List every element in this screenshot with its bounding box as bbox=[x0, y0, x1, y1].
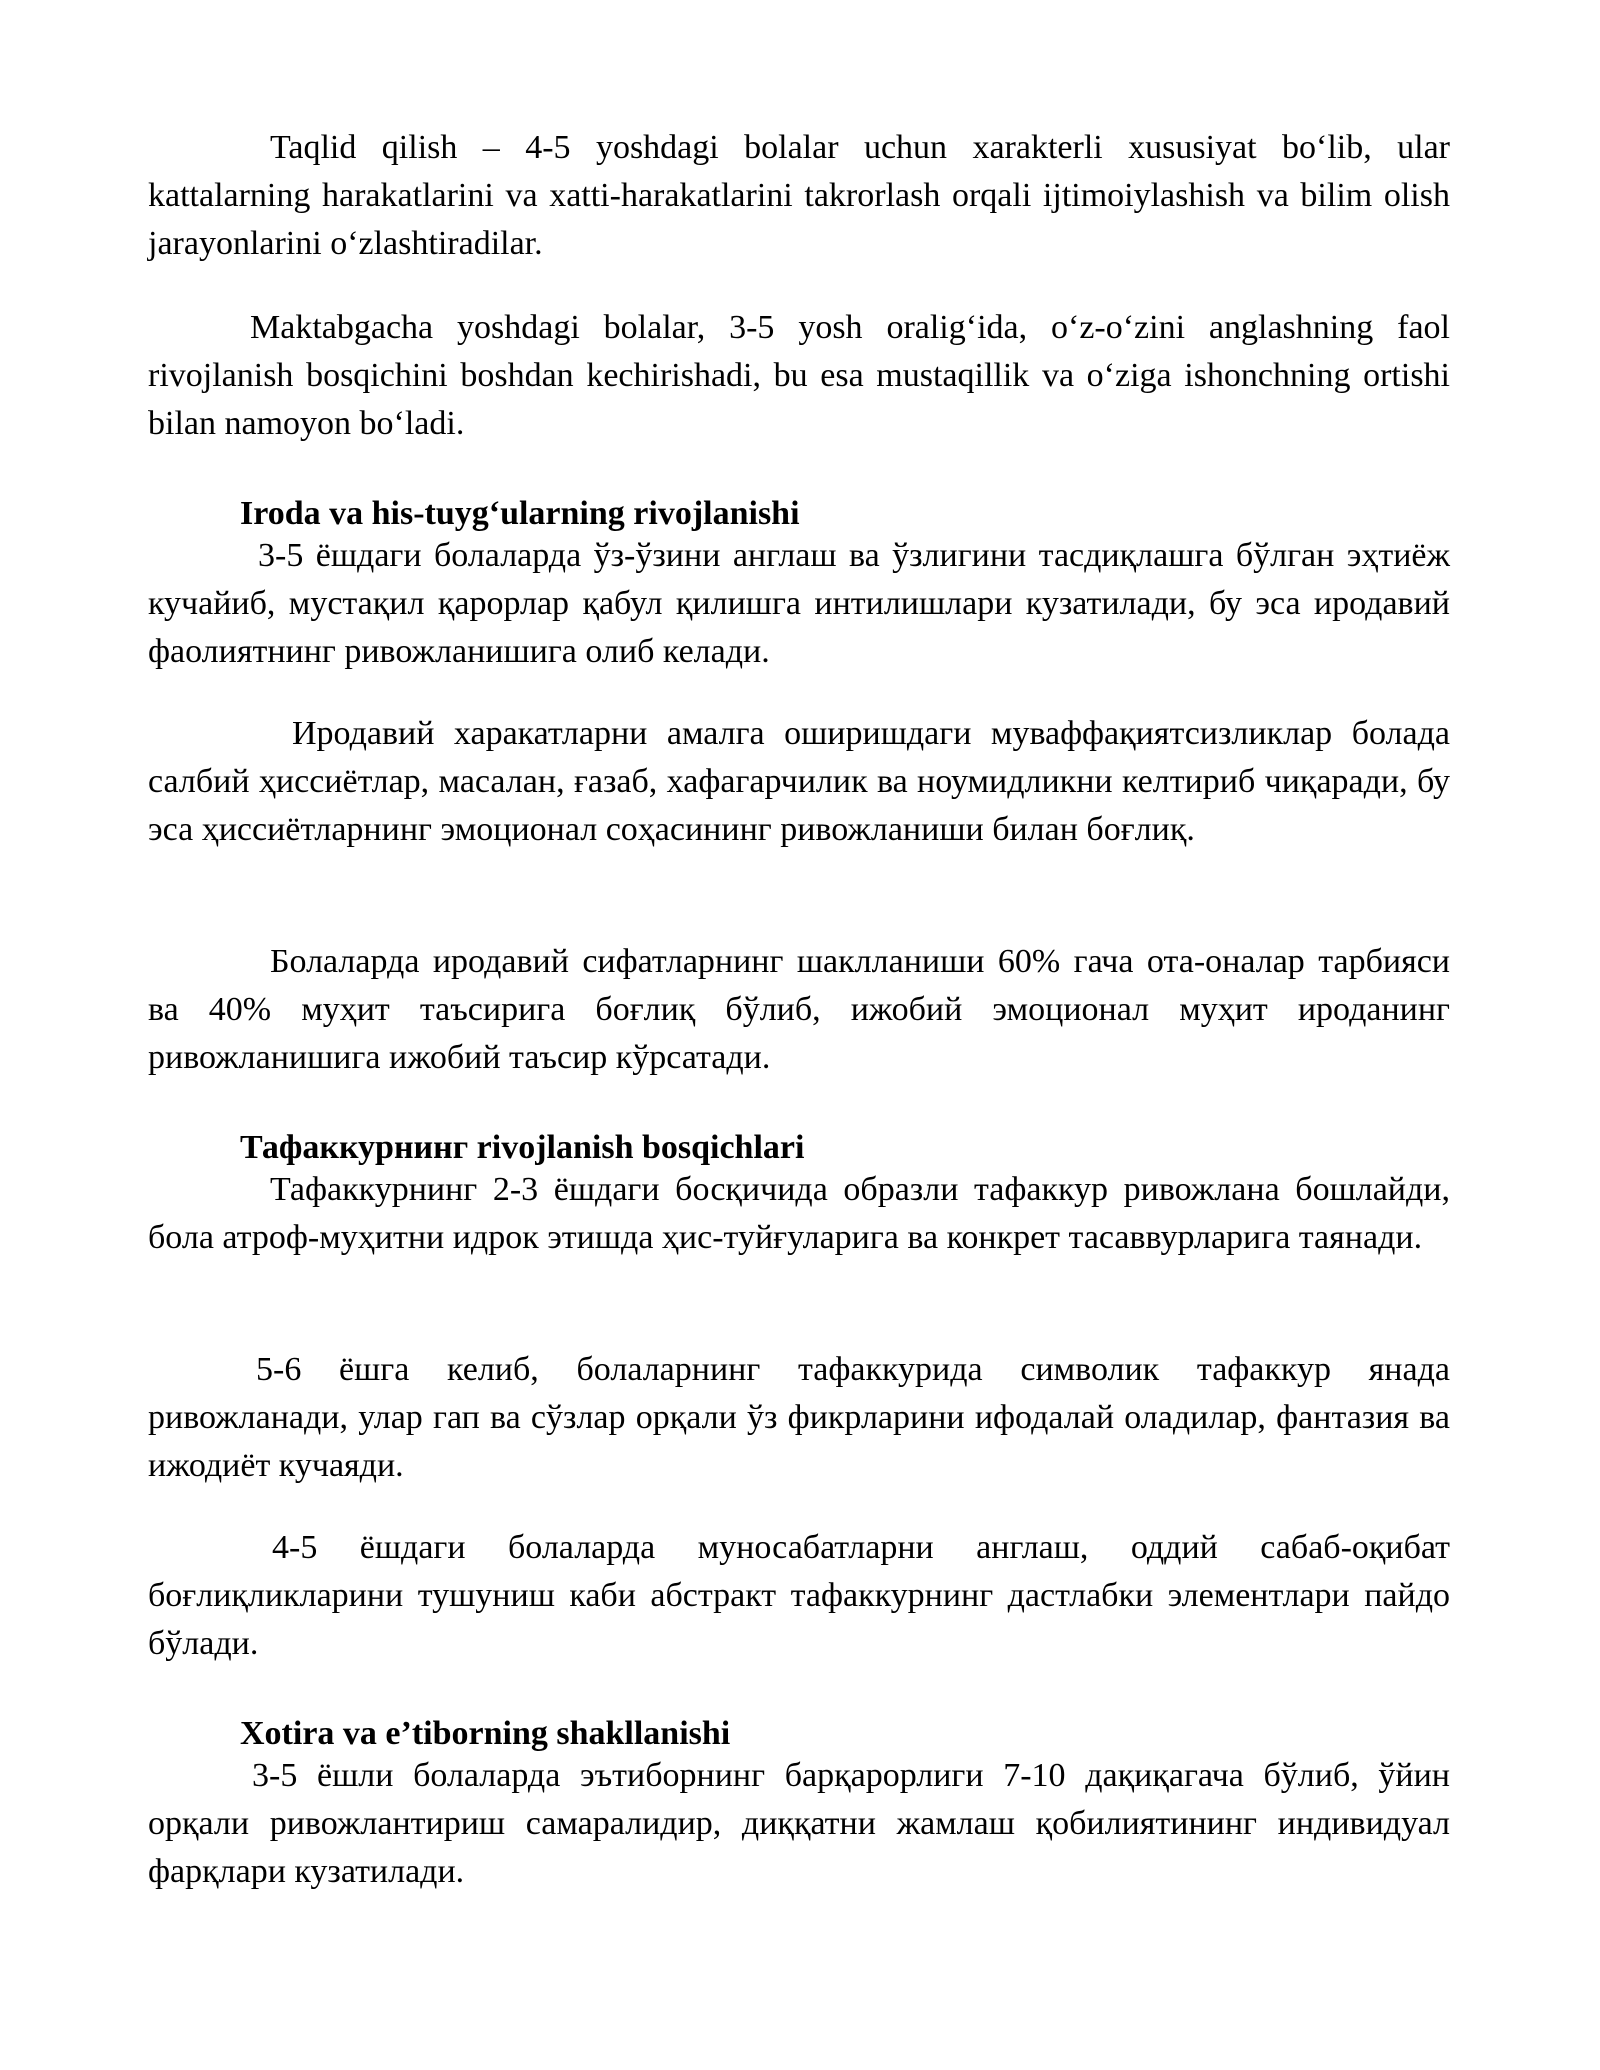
heading-thinking-stages: Тафаккурнинг rivojlanish bosqichlari bbox=[240, 1129, 805, 1166]
paragraph-abstract-thinking: 4-5 ёшдаги болаларда муносабатларни англаш, оддий сабаб-оқибат боғлиқликларини тушуниш каби абстракт тафаккурнинг дастлабки элементлари пайдо бўлади. bbox=[148, 1529, 1450, 1662]
paragraph-figurative-thinking: Тафаккурнинг 2-3 ёшдаги босқичида образли тафаккур ривожлана бошлайди, бола атроф-муҳитни идрок этишда ҳис-туйғуларига ва конкрет тасаввурларига таянади. bbox=[148, 1171, 1450, 1256]
paragraph-will-activity: 3-5 ёшдаги болаларда ўз-ўзини англаш ва ўзлигини тасдиқлашга бўлган эҳтиёж кучайиб, мустақил қарорлар қабул қилишга интилишлари кузатилади, бу эса иродавий фаолиятнинг ривожланишига олиб келади. bbox=[148, 537, 1450, 670]
heading-memory-attention: Xotira va e’tiborning shakllanishi bbox=[240, 1715, 731, 1752]
heading-will-emotions: Iroda va his-tuyg‘ularning rivojlanishi bbox=[240, 495, 800, 532]
paragraph-failures-emotions: Иродавий харакатларни амалга оширишдаги муваффақиятсизликлар болада салбий ҳиссиётлар, масалан, ғазаб, хафагарчилик ва ноумидликни келтириб чиқаради, бу эса ҳиссиётларнинг эмоционал соҳасининг ривожланиши билан боғлиқ. bbox=[148, 715, 1450, 848]
paragraph-imitation: Taqlid qilish – 4-5 yoshdagi bolalar uchun xarakterli xususiyat bo‘lib, ular kattalarning harakatlarini va xatti-harakatlarini takrorlash orqali ijtimoiylashish va bilim olish jarayonlarini o‘zlashtiradilar. bbox=[148, 129, 1450, 262]
paragraph-will-formation: Болаларда иродавий сифатларнинг шаклланиши 60% гача ота-оналар тарбияси ва 40% муҳит таъсирига боғлиқ бўлиб, ижобий эмоционал муҳит ироданинг ривожланишига ижобий таъсир кўрсатади. bbox=[148, 943, 1450, 1076]
paragraph-attention-stability: 3-5 ёшли болаларда эътиборнинг барқарорлиги 7-10 дақиқагача бўлиб, ўйин орқали ривожлантириш самаралидир, диққатни жамлаш қобилиятининг индивидуал фарқлари кузатилади. bbox=[148, 1757, 1450, 1890]
paragraph-self-awareness: Maktabgacha yoshdagi bolalar, 3-5 yosh oralig‘ida, o‘z-o‘zini anglashning faol rivojlanish bosqichini boshdan kechirishadi, bu esa mustaqillik va o‘ziga ishonchning ortishi bilan namoyon bo‘ladi. bbox=[148, 309, 1450, 442]
paragraph-symbolic-thinking: 5-6 ёшга келиб, болаларнинг тафаккурида символик тафаккур янада ривожланади, улар гап ва сўзлар орқали ўз фикрларини ифодалай оладилар, фантазия ва ижодиёт кучаяди. bbox=[148, 1351, 1450, 1484]
